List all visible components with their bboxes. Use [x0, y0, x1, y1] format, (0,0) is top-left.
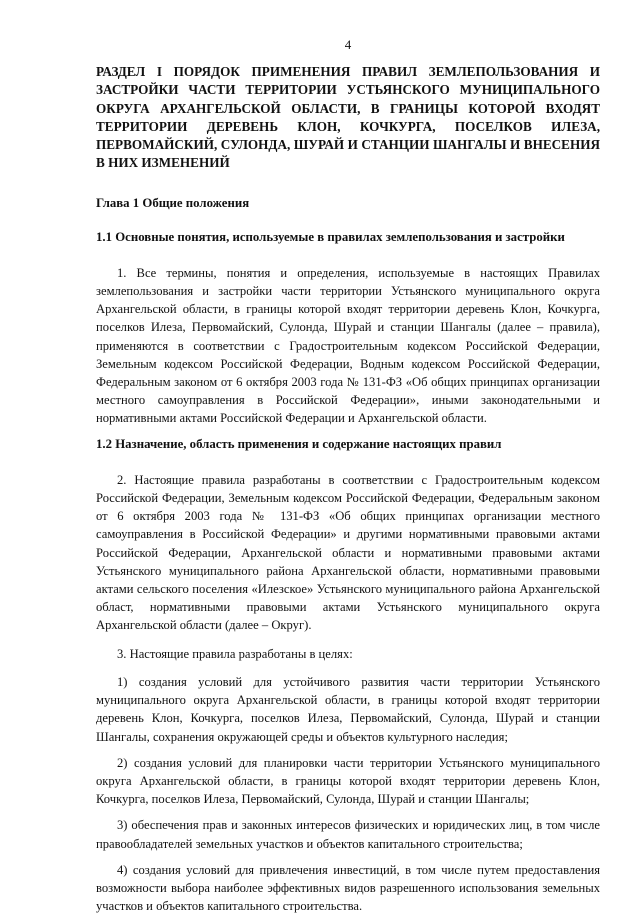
section-title: РАЗДЕЛ I ПОРЯДОК ПРИМЕНЕНИЯ ПРАВИЛ ЗЕМЛЕПОЛЬЗОВАНИЯ И ЗАСТРОЙКИ ЧАСТИ ТЕРРИТОРИИ УСТЬЯНСКОГО МУНИЦИПАЛЬНОГО ОКРУГА АРХАНГЕЛЬСКОЙ ОБЛАСТИ, В ГРАНИЦЫ КОТОРОЙ ВХОДЯТ ТЕРРИТОРИИ ДЕРЕВЕНЬ КЛОН, КОЧКУРГА, ПОСЕЛКОВ ИЛЕЗА, ПЕРВОМАЙСКИЙ, СУЛОНДА, ШУРАЙ И СТАНЦИИ ШАНГАЛЫ И ВНЕСЕНИЯ В НИХ ИЗМЕНЕНИЙ	[96, 64, 600, 171]
chapter-heading: Глава 1 Общие положения	[96, 196, 250, 211]
paragraph-3: 3. Настоящие правила разработаны в целях:	[117, 646, 353, 661]
subsection-1-1-heading: 1.1 Основные понятия, используемые в правилах землепользования и застройки	[96, 229, 565, 244]
subsection-1-2-heading: 1.2 Назначение, область применения и содержание настоящих правил	[96, 436, 502, 451]
list-item-3: 3) обеспечения прав и законных интересов физических и юридических лиц, в том числе правообладателей земельных участков и объектов капитального строительства;	[96, 818, 600, 851]
page-number: 4	[344, 37, 352, 52]
list-item-2: 2) создания условий для планировки части территории Устьянского муниципального округа Архангельской области, в границы которой входят территории деревень Клон, Кочкурга, поселков Илеза, Первомайский, Сулонда, Шурай и станции Шангалы;	[96, 755, 600, 807]
paragraph-1: 1. Все термины, понятия и определения, используемые в настоящих Правилах землепользования и застройки части территории Устьянского муниципального округа Архангельской области, в границы которой входят территории деревень Клон, Кочкурга, поселков Илеза, Первомайский, Сулонда, Шурай и станции Шангалы (далее – правила), применяются в соответствии с Градостроительным кодексом Российской Федерации, Земельным кодексом Российской Федерации, Водным кодексом Российской Федерации, Федеральным законом от 6 октября 2003 года № 131-ФЗ «Об общих принципах организации местного самоуправления в Российской Федерации», иными законодательными и нормативными актами Российской Федерации и Архангельской области.	[96, 265, 600, 426]
list-item-4: 4) создания условий для привлечения инвестиций, в том числе путем предоставления возможности выбора наиболее эффективных видов разрешенного использования земельных участков и объектов капитального строительства.	[96, 862, 600, 914]
paragraph-2: 2. Настоящие правила разработаны в соответствии с Градостроительным кодексом Российской Федерации, Земельным кодексом Российской Федерации, Федеральным законом от 6 октября 2003 года № 131-ФЗ «Об общих принципах организации местного самоуправления в Российской Федерации» и другими нормативными правовыми актами Российской Федерации, Архангельской области и нормативными правовыми актами Устьянского муниципального района Архангельской области, нормативными правовыми актами сельского поселения «Илезское» Устьянского муниципального района Архангельской област, нормативными правовыми актами Устьянского муниципального округа Архангельской области (далее – Округ).	[96, 472, 600, 633]
list-item-1: 1) создания условий для устойчивого развития части территории Устьянского муниципального округа Архангельской области, в границы которой входят территории деревень Клон, Кочкурга, поселков Илеза, Первомайский, Сулонда, Шурай и станции Шангалы, сохранения окружающей среды и объектов культурного наследия;	[96, 674, 600, 744]
